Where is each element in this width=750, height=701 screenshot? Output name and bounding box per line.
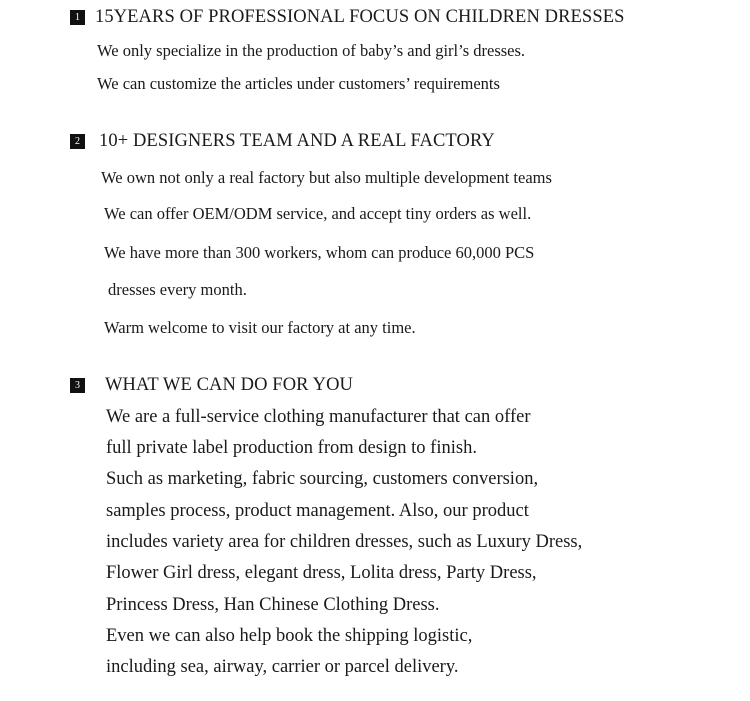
body-line: Princess Dress, Han Chinese Clothing Dress. bbox=[106, 595, 440, 615]
body-line: We own not only a real factory but also multiple development teams bbox=[101, 168, 552, 187]
section-3-heading bbox=[70, 375, 353, 396]
section-1-heading bbox=[70, 7, 625, 28]
body-line: We can offer OEM/ODM service, and accept tiny orders as well. bbox=[104, 204, 532, 223]
body-line: Flower Girl dress, elegant dress, Lolita dress, Party Dress, bbox=[106, 563, 537, 583]
body-line: includes variety area for children dresses, such as Luxury Dress, bbox=[106, 532, 583, 552]
body-line: including sea, airway, carrier or parcel delivery. bbox=[106, 657, 459, 677]
body-line: We are a full-service clothing manufacturer that can offer bbox=[106, 407, 531, 427]
body-line: Even we can also help book the shipping logistic, bbox=[106, 626, 473, 646]
body-line: Warm welcome to visit our factory at any time. bbox=[104, 318, 416, 337]
section-number-badge: 1 bbox=[70, 10, 85, 25]
body-line: full private label production from design to finish. bbox=[106, 438, 477, 458]
section-number-badge: 2 bbox=[70, 134, 85, 149]
body-line: samples process, product management. Also, our product bbox=[106, 501, 529, 521]
body-line: Such as marketing, fabric sourcing, customers conversion, bbox=[106, 469, 539, 489]
section-title: WHAT WE CAN DO FOR YOU bbox=[105, 375, 354, 395]
body-line: We only specialize in the production of baby’s and girl’s dresses. bbox=[97, 41, 526, 60]
body-line: dresses every month. bbox=[108, 280, 247, 299]
body-line: We have more than 300 workers, whom can produce 60,000 PCS bbox=[104, 243, 535, 262]
body-line: We can customize the articles under customers’ requirements bbox=[97, 74, 500, 93]
section-number-badge: 3 bbox=[70, 378, 85, 393]
section-title: 10+ DESIGNERS TEAM AND A REAL FACTORY bbox=[99, 131, 495, 151]
section-2-heading bbox=[70, 131, 495, 152]
section-title: 15YEARS OF PROFESSIONAL FOCUS ON CHILDREN DRESSES bbox=[95, 7, 625, 27]
